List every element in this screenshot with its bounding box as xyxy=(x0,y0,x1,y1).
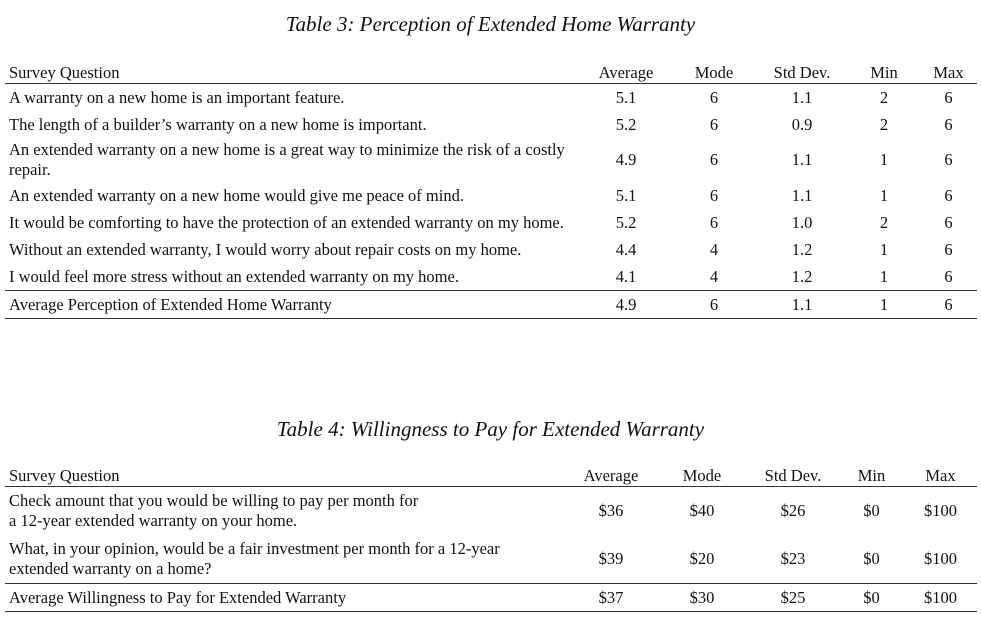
table-4-summary-row xyxy=(5,584,977,612)
mode-cell: 6 xyxy=(709,185,719,205)
mode-cell: $20 xyxy=(689,549,715,568)
table-3-caption: Table 3: Perception of Extended Home Warranty xyxy=(285,12,696,36)
average-cell: 4.9 xyxy=(615,150,637,169)
column-header-max: Max xyxy=(904,461,977,487)
column-header-min: Min xyxy=(839,461,904,487)
summary-label-cell: Average Perception of Extended Home Warranty xyxy=(5,291,580,319)
table-row xyxy=(5,138,977,182)
question-cell: The length of a builder’s warranty on a new home is important. xyxy=(9,114,427,134)
table-3-header-row xyxy=(5,58,977,84)
max-cell: 6 xyxy=(944,212,953,232)
summary-mode-cell: $30 xyxy=(657,584,747,612)
min-cell: 1 xyxy=(879,185,889,205)
max-cell: $100 xyxy=(924,501,957,520)
question-cell: What, in your opinion, would be a fair investment per month for a 12-year extended warranty on a home? xyxy=(9,539,500,578)
std-dev-cell: 1.2 xyxy=(791,239,813,259)
std-dev-cell: 1.0 xyxy=(791,212,813,232)
table-row xyxy=(5,111,977,138)
std-dev-cell: $23 xyxy=(780,549,806,568)
summary-min-cell: 1 xyxy=(848,291,920,319)
min-cell: 1 xyxy=(879,150,889,169)
column-header-min: Min xyxy=(848,58,920,84)
summary-min-cell: $0 xyxy=(839,584,904,612)
table-4-caption: Table 4: Willingness to Pay for Extended Warranty xyxy=(276,417,705,441)
average-cell: 5.1 xyxy=(615,87,637,107)
min-cell: $0 xyxy=(863,549,880,568)
summary-std-dev-cell: $25 xyxy=(747,584,839,612)
question-cell: Check amount that you would be willing to pay per month for a 12-year extended warranty on your home. xyxy=(9,491,419,530)
max-cell: 6 xyxy=(944,87,953,107)
table-row xyxy=(5,209,977,236)
std-dev-cell: 1.1 xyxy=(791,150,813,169)
min-cell: 1 xyxy=(879,239,889,259)
max-cell: 6 xyxy=(944,150,953,169)
average-cell: $36 xyxy=(598,501,624,520)
column-header-question: Survey Question xyxy=(5,461,565,487)
column-header-std-dev: Std Dev. xyxy=(747,461,839,487)
summary-std-dev-cell: 1.1 xyxy=(756,291,848,319)
table-row xyxy=(5,535,977,584)
min-cell: $0 xyxy=(863,501,880,520)
mode-cell: $40 xyxy=(689,501,715,520)
average-cell: 4.4 xyxy=(615,239,637,259)
table-row xyxy=(5,236,977,263)
min-cell: 2 xyxy=(879,87,889,107)
question-cell: An extended warranty on a new home is a great way to minimize the risk of a costly repair. xyxy=(9,140,565,179)
table-row xyxy=(5,182,977,209)
mode-cell: 6 xyxy=(709,87,719,107)
std-dev-cell: 0.9 xyxy=(791,114,813,134)
max-cell: 6 xyxy=(944,185,953,205)
table-row xyxy=(5,263,977,291)
summary-mode-cell: 6 xyxy=(672,291,756,319)
average-cell: 5.2 xyxy=(615,114,637,134)
question-cell: Without an extended warranty, I would worry about repair costs on my home. xyxy=(9,239,522,259)
mode-cell: 4 xyxy=(709,239,719,259)
column-header-max: Max xyxy=(920,58,977,84)
table-3-summary-row xyxy=(5,291,977,319)
summary-max-cell: 6 xyxy=(920,291,977,319)
table-4-willingness-to-pay xyxy=(5,461,977,612)
column-header-average: Average xyxy=(580,58,672,84)
max-cell: 6 xyxy=(944,266,953,286)
table-3-perception xyxy=(5,58,977,319)
table-row xyxy=(5,487,977,536)
question-cell: It would be comforting to have the protection of an extended warranty on my home. xyxy=(9,212,564,232)
column-header-average: Average xyxy=(565,461,657,487)
average-cell: 5.1 xyxy=(615,185,637,205)
summary-label-cell: Average Willingness to Pay for Extended Warranty xyxy=(5,584,565,612)
std-dev-cell: 1.1 xyxy=(791,87,813,107)
std-dev-cell: 1.2 xyxy=(791,266,813,286)
mode-cell: 4 xyxy=(709,266,719,286)
summary-average-cell: 4.9 xyxy=(580,291,672,319)
min-cell: 2 xyxy=(879,212,889,232)
question-cell: An extended warranty on a new home would give me peace of mind. xyxy=(9,185,464,205)
column-header-question: Survey Question xyxy=(5,58,580,84)
std-dev-cell: 1.1 xyxy=(791,185,813,205)
summary-max-cell: $100 xyxy=(904,584,977,612)
std-dev-cell: $26 xyxy=(780,501,806,520)
average-cell: 5.2 xyxy=(615,212,637,232)
summary-average-cell: $37 xyxy=(565,584,657,612)
table-4-header-row xyxy=(5,461,977,487)
average-cell: 4.1 xyxy=(615,266,637,286)
question-cell: A warranty on a new home is an important feature. xyxy=(9,87,345,107)
mode-cell: 6 xyxy=(709,150,719,169)
mode-cell: 6 xyxy=(709,212,719,232)
max-cell: $100 xyxy=(924,549,957,568)
table-row xyxy=(5,84,977,112)
column-header-std-dev: Std Dev. xyxy=(756,58,848,84)
question-cell: I would feel more stress without an extended warranty on my home. xyxy=(9,266,459,286)
column-header-mode: Mode xyxy=(672,58,756,84)
min-cell: 2 xyxy=(879,114,889,134)
min-cell: 1 xyxy=(879,266,889,286)
mode-cell: 6 xyxy=(709,114,719,134)
column-header-mode: Mode xyxy=(657,461,747,487)
average-cell: $39 xyxy=(598,549,624,568)
max-cell: 6 xyxy=(944,114,953,134)
max-cell: 6 xyxy=(944,239,953,259)
